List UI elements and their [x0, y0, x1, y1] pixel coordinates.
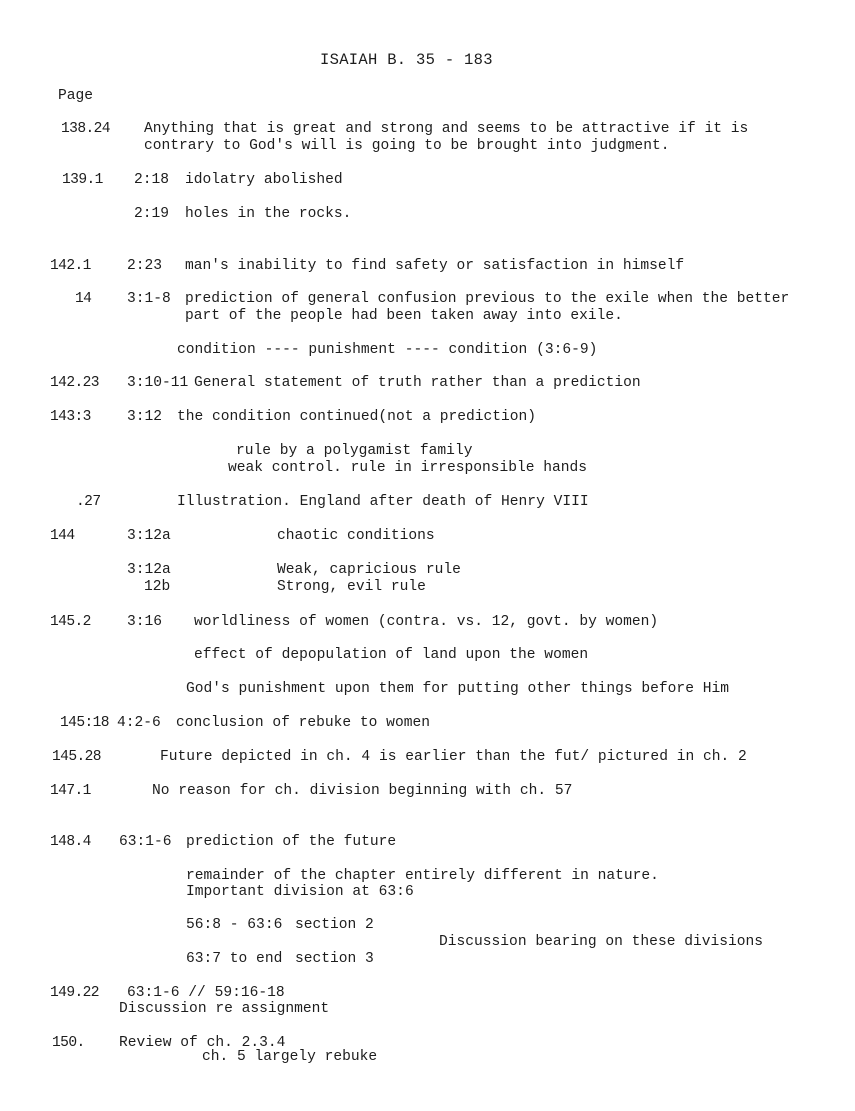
entry-verse-ref: 63:1-6 — [119, 834, 172, 850]
entry-text: condition ---- punishment ---- condition (3:6-9) — [177, 342, 598, 358]
entry-text: rule by a polygamist family — [236, 443, 473, 459]
entry-text: Review of ch. 2.3.4 — [119, 1035, 286, 1051]
entry-text-continued: ch. 5 largely rebuke — [202, 1049, 378, 1065]
entry-page-number: .27 — [76, 494, 101, 510]
entry-verse-ref: 3:12a — [127, 562, 171, 578]
page-column-label: Page — [58, 88, 94, 104]
page-title: ISAIAH B. 35 - 183 — [320, 51, 493, 69]
entry-text: worldliness of women (contra. vs. 12, govt. by women) — [194, 614, 659, 630]
entry-text: effect of depopulation of land upon the women — [194, 647, 589, 663]
entry-text: conclusion of rebuke to women — [176, 715, 430, 731]
entry-page-number: 144 — [50, 528, 75, 544]
entry-text: Discussion re assignment — [119, 1001, 330, 1017]
entry-verse-ref: 56:8 - 63:6 — [186, 917, 283, 933]
entry-text: Illustration. England after death of Henry VIII — [177, 494, 589, 510]
entry-verse-ref: 3:12a — [127, 528, 171, 544]
entry-text: Future depicted in ch. 4 is earlier than the fut/ pictured in ch. 2 — [160, 749, 747, 765]
entry-page-number: 147.1 — [50, 783, 91, 799]
margin-note: Discussion bearing on these divisions — [439, 934, 764, 950]
entry-verse-ref: 3:10-11 — [127, 375, 189, 391]
entry-page-number: 145.2 — [50, 614, 91, 630]
entry-text-continued: weak control. rule in irresponsible hands — [228, 460, 588, 476]
entry-page-number: 14 — [75, 291, 92, 307]
entry-page-number: 139.1 — [62, 172, 103, 188]
entry-page-number: 142.23 — [50, 375, 99, 391]
entry-verse-ref: 3:1-8 — [127, 291, 171, 307]
entry-text: holes in the rocks. — [185, 206, 352, 222]
entry-text-continued: Strong, evil rule — [277, 579, 426, 595]
entry-page-number: 150. — [52, 1035, 85, 1051]
entry-text-continued: contrary to God's will is going to be brought into judgment. — [144, 138, 670, 154]
entry-verse-ref: 2:18 — [134, 172, 170, 188]
entry-text: idolatry abolished — [185, 172, 343, 188]
entry-text: General statement of truth rather than a prediction — [194, 375, 641, 391]
entry-text-continued: part of the people had been taken away into exile. — [185, 308, 623, 324]
entry-text: Anything that is great and strong and seems to be attractive if it is — [144, 121, 749, 137]
entry-page-number: 145.28 — [52, 749, 101, 765]
entry-page-number: 149.22 — [50, 985, 99, 1001]
entry-verse-ref: 4:2-6 — [117, 715, 161, 731]
entry-verse-ref: 2:19 — [134, 206, 170, 222]
entry-page-number: 138.24 — [61, 121, 110, 137]
entry-text-continued: Important division at 63:6 — [186, 884, 414, 900]
entry-verse-ref: 2:23 — [127, 258, 163, 274]
entry-text: prediction of the future — [186, 834, 397, 850]
entry-page-number: 145:18 — [60, 715, 109, 731]
entry-text: Weak, capricious rule — [277, 562, 461, 578]
entry-verse-ref: 63:1-6 // 59:16-18 — [127, 985, 285, 1001]
entry-page-number: 143:3 — [50, 409, 91, 425]
entry-verse-ref: 63:7 to end — [186, 951, 283, 967]
entry-text: man's inability to find safety or satisfaction in himself — [185, 258, 685, 274]
entry-verse-ref: 12b — [144, 579, 171, 595]
entry-text: section 2 — [295, 917, 374, 933]
entry-text: God's punishment upon them for putting other things before Him — [186, 681, 729, 697]
entry-text: chaotic conditions — [277, 528, 435, 544]
entry-text: remainder of the chapter entirely different in nature. — [186, 868, 659, 884]
entry-text: the condition continued(not a prediction) — [177, 409, 537, 425]
entry-verse-ref: 3:16 — [127, 614, 163, 630]
entry-page-number: 148.4 — [50, 834, 91, 850]
entry-text: prediction of general confusion previous to the exile when the better — [185, 291, 790, 307]
entry-text: section 3 — [295, 951, 374, 967]
entry-verse-ref: 3:12 — [127, 409, 163, 425]
entry-text: No reason for ch. division beginning with ch. 57 — [152, 783, 573, 799]
entry-page-number: 142.1 — [50, 258, 91, 274]
